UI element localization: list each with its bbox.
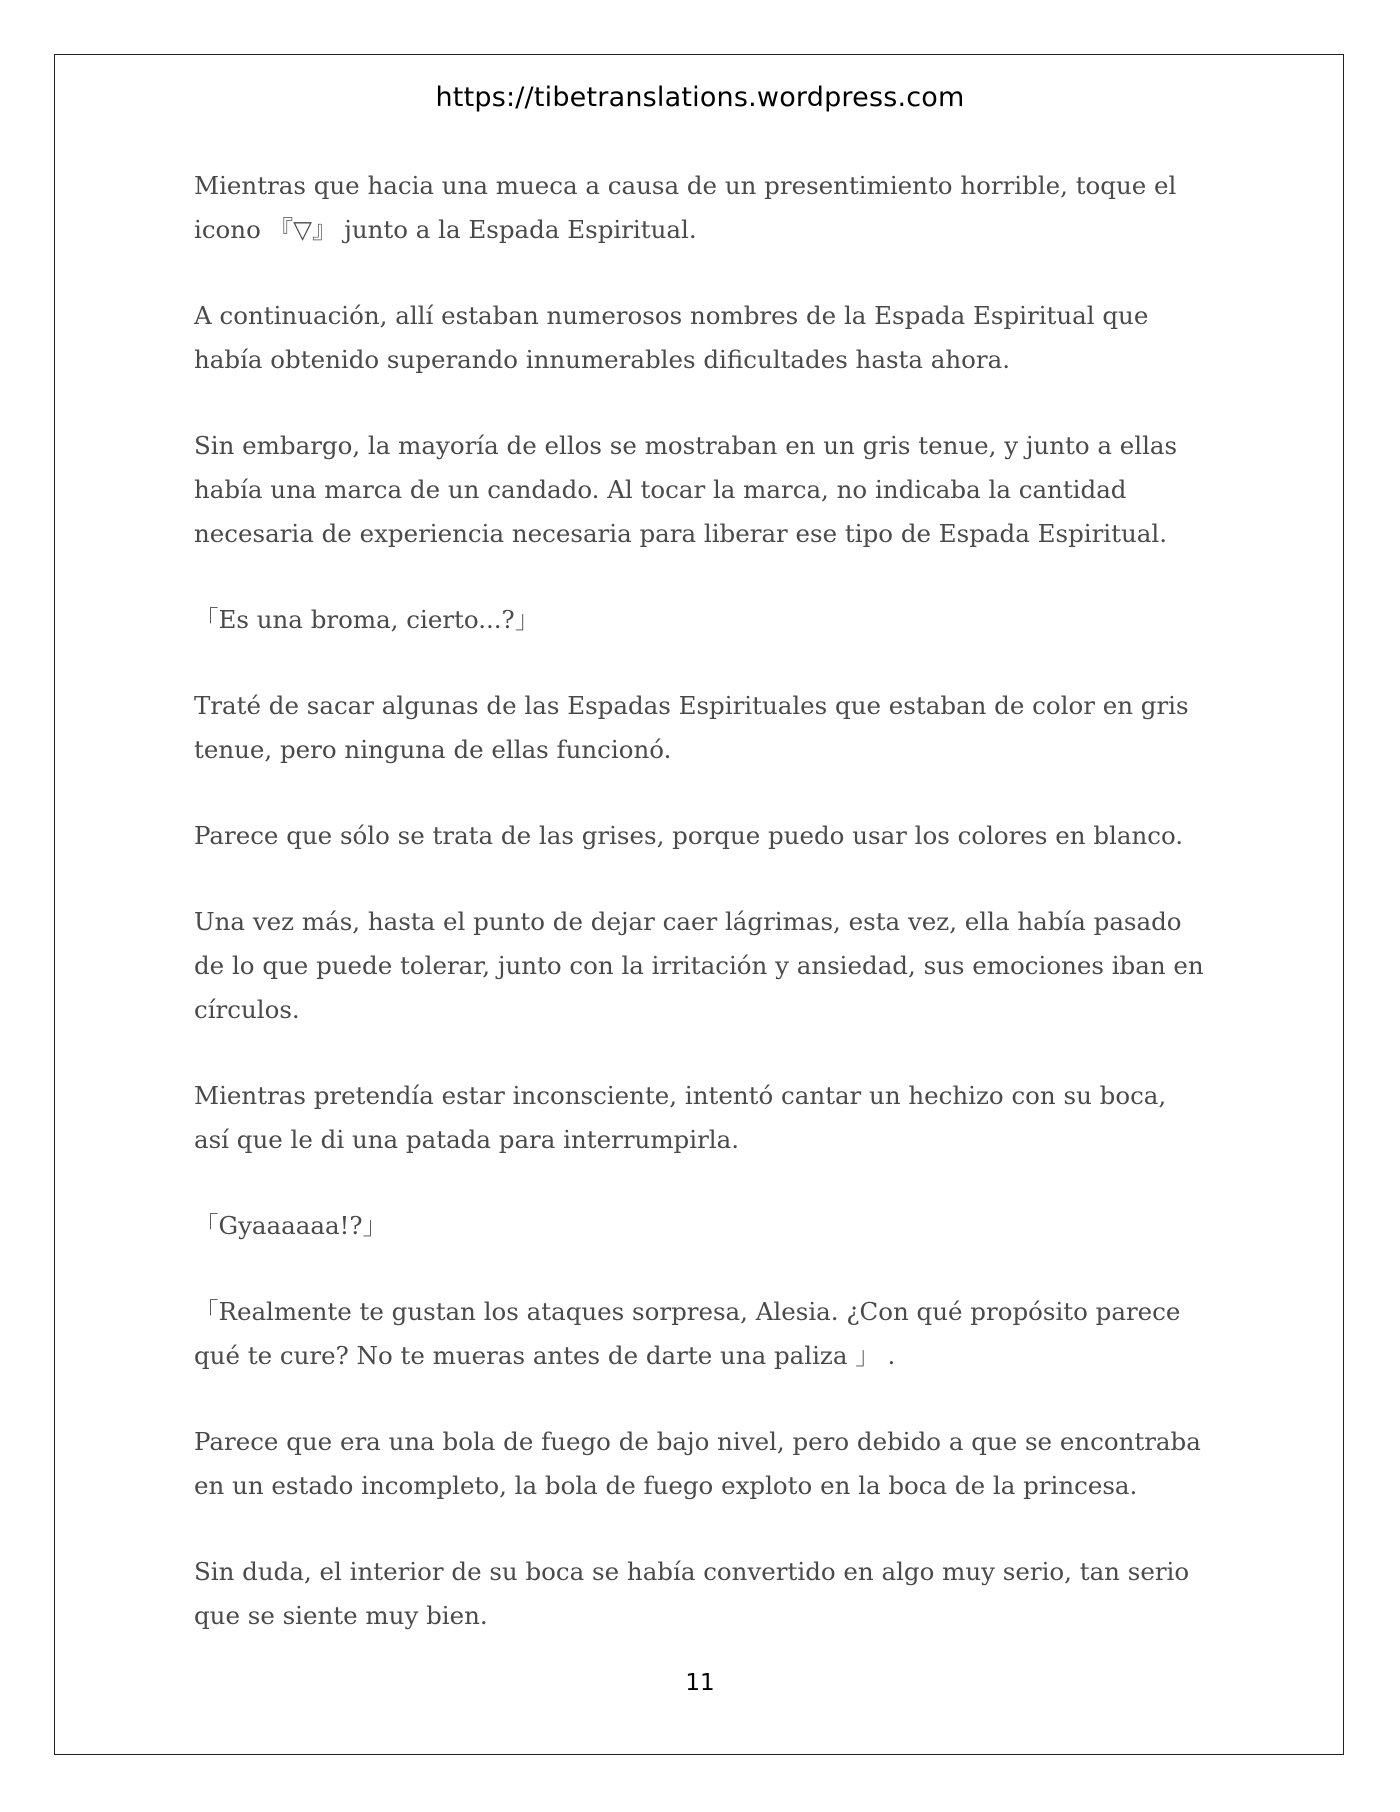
paragraph: Una vez más, hasta el punto de dejar caer lágrimas, esta vez, ella había pasado de lo que puede tolerar, junto con la irritación y ansiedad, sus emociones iban en círculos. — [194, 907, 1204, 1024]
paragraph: Mientras pretendía estar inconsciente, intentó cantar un hechizo con su boca, así que le di una patada para interrumpirla. — [194, 1081, 1167, 1154]
paragraph: A continuación, allí estaban numerosos nombres de la Espada Espiritual que había obtenido superando innumerables dificultades hasta ahora. — [194, 301, 1149, 374]
paragraph: Mientras que hacia una mueca a causa de un presentimiento horrible, toque el icono 『▽』 junto a la Espada Espiritual. — [194, 171, 1177, 244]
paragraph: Traté de sacar algunas de las Espadas Espirituales que estaban de color en gris tenue, pero ninguna de ellas funcionó. — [194, 691, 1189, 764]
page-number: 11 — [685, 1670, 715, 1696]
paragraph: Sin embargo, la mayoría de ellos se mostraban en un gris tenue, y junto a ellas había una marca de un candado. Al tocar la marca, no indicaba la cantidad necesaria de experiencia necesaria para liberar ese tipo de Espada Espiritual. — [194, 431, 1178, 548]
body-text — [194, 164, 1204, 1680]
header-url: https://tibetranslations.wordpress.com — [435, 82, 965, 113]
dialogue-line: 「Realmente te gustan los ataques sorpresa, Alesia. ¿Con qué propósito parece qué te cure? No te mueras antes de darte una paliza 」 . — [194, 1297, 1181, 1370]
paragraph: Parece que era una bola de fuego de bajo nivel, pero debido a que se encontraba en un estado incompleto, la bola de fuego exploto en la boca de la princesa. — [194, 1427, 1201, 1500]
dialogue-line: 「Es una broma, cierto...?」 — [194, 605, 540, 634]
paragraph: Sin duda, el interior de su boca se había convertido en algo muy serio, tan serio que se siente muy bien. — [194, 1557, 1190, 1630]
dialogue-line: 「Gyaaaaaa!?」 — [194, 1211, 388, 1240]
paragraph: Parece que sólo se trata de las grises, porque puedo usar los colores en blanco. — [194, 821, 1184, 850]
